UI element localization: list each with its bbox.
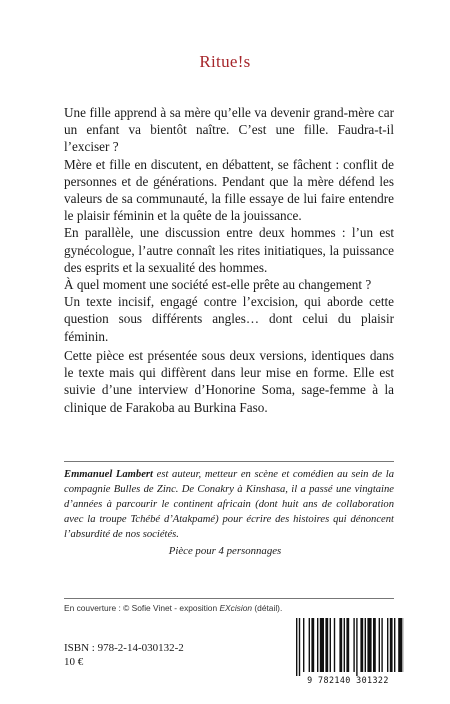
author-name: Emmanuel Lambert	[64, 469, 153, 480]
price: 10 €	[64, 656, 84, 668]
synopsis	[64, 104, 394, 345]
author-bio-text: est auteur, metteur en scène et comédien au sein de la compagnie Bulles de Zinc. De Conakry à Kinshasa, il a passé une vingtaine d’années à parcourir le continent africain (dont huit ans de collaboration avec la troupe Tchébé d’Atakpamé) pour écrire des histoires qui dénoncent l’absurdité de nos sociétés.	[64, 469, 394, 540]
cast-info: Pièce pour 4 personnages	[168, 545, 282, 557]
synopsis-paragraph-1: Une fille apprend à sa mère qu’elle va devenir grand-mère car un enfant va bientôt naître. C’est une fille. Faudra-t-il l’exciser ?	[64, 105, 394, 155]
cover-credit	[64, 603, 282, 613]
barcode-digits: 9 782140 301322	[307, 675, 389, 685]
synopsis-paragraph-4: À quel moment une société est-elle prête au changement ?	[64, 277, 372, 293]
divider-top	[64, 461, 394, 462]
edition-note-paragraph: Cette pièce est présentée sous deux versions, identiques dans le texte mais qui diffèrent dans leur mise en forme. Elle est suivie d’une interview d’Honorine Soma, sage-femme à la clinique de Farakoba au Burkina Faso.	[64, 348, 394, 415]
cover-credit-exhibit: EXcision	[219, 603, 253, 613]
synopsis-paragraph-2: Mère et fille en discutent, en débattent, se fâchent : conflit de personnes et de générations. Pendant que la mère défend les valeurs de sa communauté, la fille essaye de lui faire entendre le plaisir féminin et la quête de la jouissance.	[64, 156, 394, 224]
isbn-number: ISBN : 978-2-14-030132-2	[64, 642, 184, 654]
book-title: Ritue!s	[199, 52, 251, 71]
synopsis-paragraph-3: En parallèle, une discussion entre deux hommes : l’un est gynécologue, l’autre connaît les rites initiatiques, la puissance des esprits et la sexualité des hommes.	[64, 225, 394, 275]
divider-bottom	[64, 598, 394, 599]
cover-credit-prefix: En couverture : © Sofie Vinet - exposition	[64, 603, 220, 613]
edition-note	[64, 347, 394, 416]
barcode-icon	[292, 618, 404, 676]
author-bio	[64, 467, 394, 542]
cover-credit-suffix: (détail).	[252, 603, 283, 613]
synopsis-paragraph-5: Un texte incisif, engagé contre l’excision, qui aborde cette question sous différents angles… dont celui du plaisir féminin.	[64, 294, 394, 344]
isbn-block	[64, 641, 184, 669]
